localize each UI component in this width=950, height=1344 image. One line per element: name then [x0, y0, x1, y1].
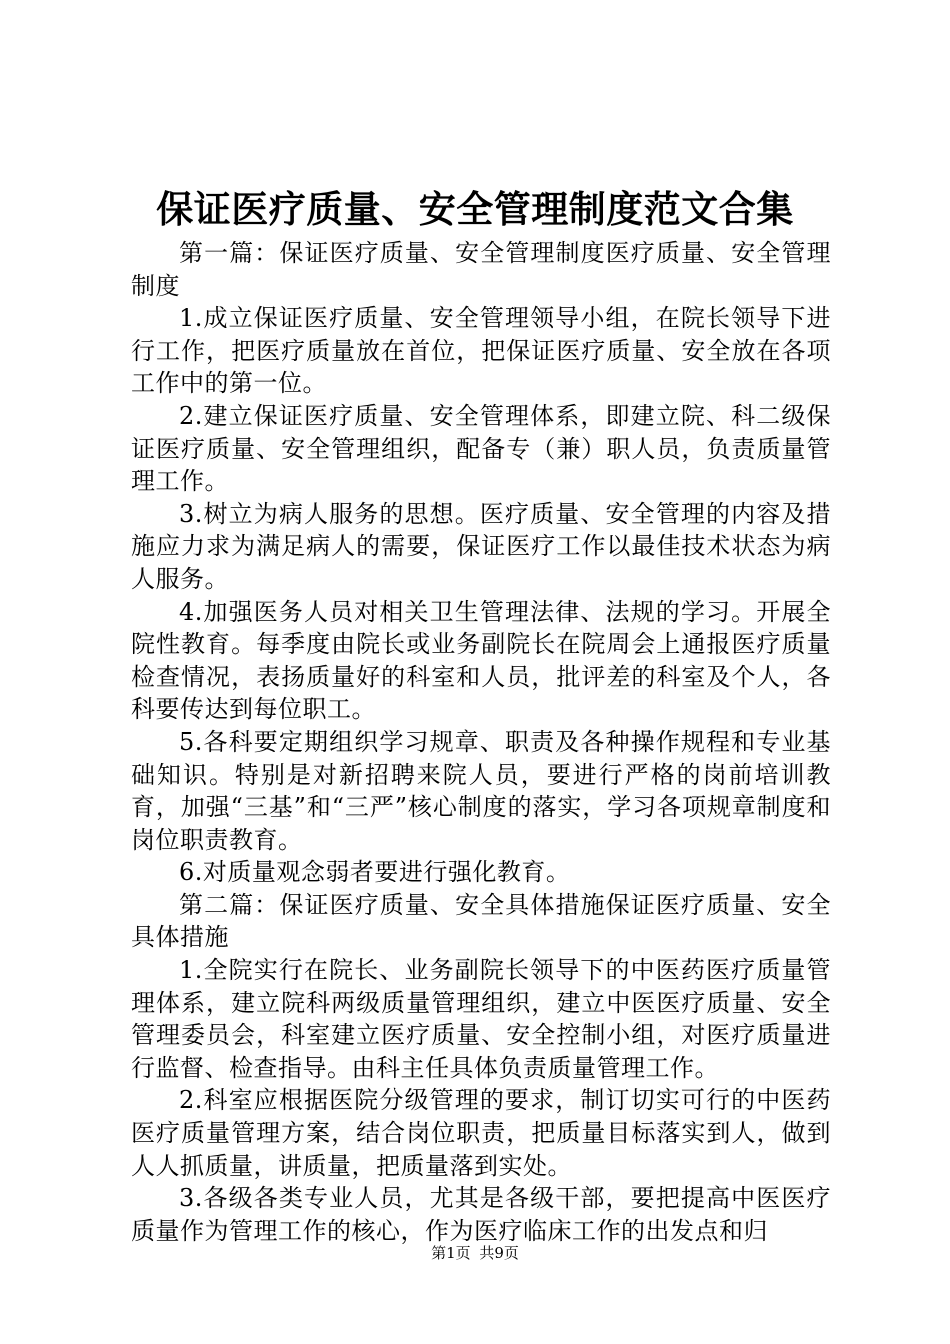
paragraph-1: 第一篇：保证医疗质量、安全管理制度医疗质量、安全管理制度 — [131, 239, 831, 300]
page-number: 第1页 — [431, 1244, 471, 1262]
paragraph-7: 6.对质量观念弱者要进行强化教育。 — [179, 858, 571, 887]
paragraph-6: 5.各科要定期组织学习规章、职责及各种操作规程和专业基础知识。特别是对新招聘来院人员，要进行严格的岗前培训教育，加强“三基”和“三严”核心制度的落实，学习各项规章制度和岗位职责教育。 — [131, 727, 831, 854]
paragraph-2: 1.成立保证医疗质量、安全管理领导小组，在院长领导下进行工作，把医疗质量放在首位，把保证医疗质量、安全放在各项工作中的第一位。 — [131, 304, 831, 398]
paragraph-10: 2.科室应根据医院分级管理的要求，制订切实可行的中医药医疗质量管理方案，结合岗位职责，把质量目标落实到人，做到人人抓质量，讲质量，把质量落到实处。 — [131, 1086, 831, 1180]
paragraph-11: 3.各级各类专业人员，尤其是各级干部，要把提高中医医疗质量作为管理工作的核心，作为医疗临床工作的出发点和归 — [131, 1184, 831, 1245]
document-title: 保证医疗质量、安全管理制度范文合集 — [156, 187, 794, 231]
document-body — [131, 237, 831, 1247]
paragraph-4: 3.树立为病人服务的思想。医疗质量、安全管理的内容及措施应力求为满足病人的需要，保证医疗工作以最佳技术状态为病人服务。 — [131, 499, 831, 593]
paragraph-3: 2.建立保证医疗质量、安全管理体系，即建立院、科二级保证医疗质量、安全管理组织，配备专（兼）职人员，负责质量管理工作。 — [131, 401, 831, 496]
paragraph-9: 1.全院实行在院长、业务副院长领导下的中医药医疗质量管理体系，建立院科两级质量管理组织，建立中医医疗质量、安全管理委员会，科室建立医疗质量、安全控制小组，对医疗质量进行监督、检查指导。由科主任具体负责质量管理工作。 — [131, 956, 831, 1082]
paragraph-8: 第二篇：保证医疗质量、安全具体措施保证医疗质量、安全具体措施 — [131, 890, 831, 952]
paragraph-5: 4.加强医务人员对相关卫生管理法律、法规的学习。开展全院性教育。每季度由院长或业务副院长在院周会上通报医疗质量检查情况，表扬质量好的科室和人员，批评差的科室及个人，各科要传达到每位职工。 — [131, 597, 831, 724]
page-total: 共9页 — [479, 1244, 519, 1262]
page-footer — [0, 1243, 950, 1263]
